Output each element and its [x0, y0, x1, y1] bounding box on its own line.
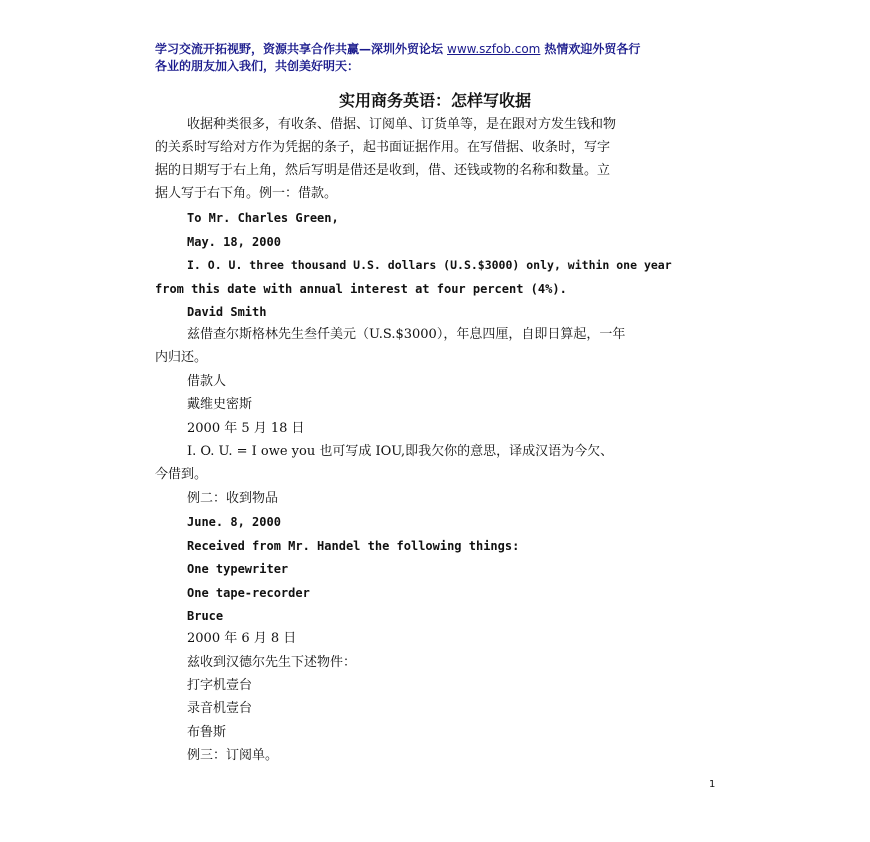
example1-borrower-name: 戴维史密斯: [187, 397, 253, 412]
intro-line-4: 据人写于右下角。例一：借款。: [155, 186, 338, 201]
intro-line-1: 收据种类很多，有收条、借据、订阅单、订货单等，是在跟对方发生钱和物: [187, 117, 617, 132]
example1-signer: David Smith: [187, 305, 267, 319]
example2-label: 例二：收到物品: [187, 491, 279, 506]
forum-link[interactable]: www.szfob.com: [447, 42, 541, 56]
example2-date: June. 8, 2000: [187, 515, 281, 529]
example1-body-line-1: I. O. U. three thousand U.S. dollars (U.S.$3000) only, within one year: [187, 258, 672, 272]
example2-chinese-item-1: 打字机壹台: [187, 678, 253, 693]
example1-chinese-line-1: 兹借查尔斯格林先生叁仟美元（U.S.$3000），年息四厘，自即日算起，一年: [187, 327, 626, 342]
header-line-1: [155, 41, 735, 58]
example1-note-line-1: I. O. U. = I owe you 也可写成 IOU,即我欠你的意思，译成汉语为今欠、: [187, 444, 614, 459]
page-header: [155, 41, 735, 75]
example2-chinese-signer: 布鲁斯: [187, 725, 227, 740]
example1-body-line-2: from this date with annual interest at four percent (4%).: [155, 282, 567, 296]
page-number: 1: [709, 779, 716, 790]
example1-note-line-2: 今借到。: [155, 467, 208, 482]
header-prefix: 学习交流开拓视野，资源共享合作共赢—深圳外贸论坛: [155, 42, 444, 56]
example2-signer: Bruce: [187, 609, 224, 623]
example3-label: 例三：订阅单。: [187, 748, 279, 763]
header-line-2: 各业的朋友加入我们，共创美好明天：: [155, 59, 360, 73]
intro-line-3: 据的日期写于右上角，然后写明是借还是收到，借、还钱或物的名称和数量。立: [155, 163, 611, 178]
example2-received: Received from Mr. Handel the following things:: [187, 539, 520, 553]
example2-item-1: One typewriter: [187, 562, 289, 576]
header-suffix: 热情欢迎外贸各行: [544, 42, 641, 56]
example1-chinese-line-2: 内归还。: [155, 350, 208, 365]
example1-chinese-date: 2000 年 5 月 18 日: [187, 421, 305, 436]
example2-chinese-item-2: 录音机壹台: [187, 701, 253, 716]
intro-line-2: 的关系时写给对方作为凭据的条子，起书面证据作用。在写借据、收条时，写字: [155, 140, 611, 155]
example2-item-2: One tape-recorder: [187, 586, 310, 600]
page-title: 实用商务英语：怎样写收据: [338, 91, 531, 110]
example2-chinese-received: 兹收到汉德尔先生下述物件：: [187, 655, 357, 670]
example1-recipient: To Mr. Charles Green,: [187, 211, 339, 225]
example2-chinese-date: 2000 年 6 月 8 日: [187, 631, 297, 646]
example1-date: May. 18, 2000: [187, 235, 281, 249]
example1-borrower-label: 借款人: [187, 374, 227, 389]
